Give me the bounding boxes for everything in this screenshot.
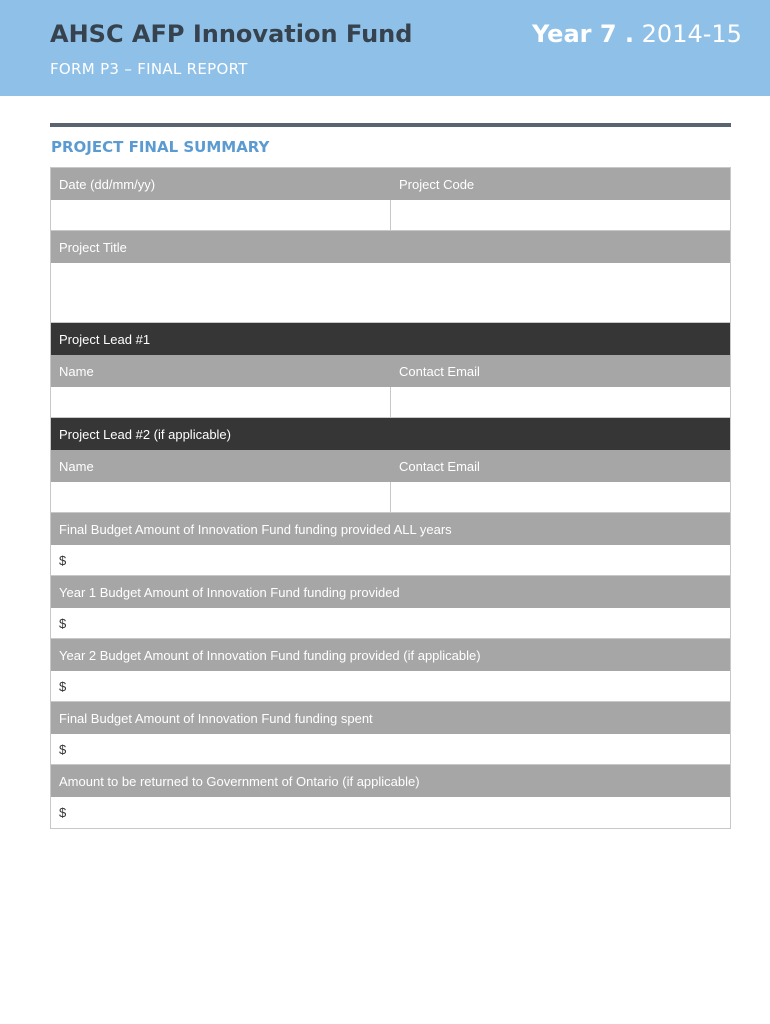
form-title: AHSC AFP Innovation Fund: [50, 20, 413, 48]
year1-input-row: [51, 608, 730, 639]
lead1-name-input[interactable]: [51, 387, 391, 418]
lead2-email-label: Contact Email: [391, 450, 730, 482]
spent-input[interactable]: $: [51, 734, 730, 765]
year-label: [532, 20, 742, 48]
project-title-header-row: [51, 231, 730, 263]
returned-input[interactable]: $: [51, 797, 730, 828]
section-title: PROJECT FINAL SUMMARY: [51, 138, 270, 156]
lead2-heading-row: [51, 418, 730, 450]
year1-budget-label: Year 1 Budget Amount of Innovation Fund funding provided: [51, 576, 730, 608]
lead1-heading: Project Lead #1: [51, 323, 730, 355]
year2-input-row: [51, 671, 730, 702]
lead2-header-row: [51, 450, 730, 482]
spent-header-row: [51, 702, 730, 734]
project-code-input[interactable]: [391, 200, 730, 231]
lead2-input-row: [51, 482, 730, 513]
year1-budget-input[interactable]: $: [51, 608, 730, 639]
lead2-email-input[interactable]: [391, 482, 730, 513]
lead2-name-input[interactable]: [51, 482, 391, 513]
year-number: Year 7 .: [532, 20, 635, 48]
lead1-email-input[interactable]: [391, 387, 730, 418]
project-title-input[interactable]: [51, 263, 730, 323]
returned-header-row: [51, 765, 730, 797]
year2-budget-label: Year 2 Budget Amount of Innovation Fund funding provided (if applicable): [51, 639, 730, 671]
date-code-header-row: [51, 168, 730, 200]
returned-input-row: [51, 797, 730, 828]
header-banner: [0, 0, 770, 96]
budget-all-input-row: [51, 545, 730, 576]
year2-header-row: [51, 639, 730, 671]
project-title-input-row: [51, 263, 730, 323]
lead2-name-label: Name: [51, 450, 391, 482]
returned-label: Amount to be returned to Government of Ontario (if applicable): [51, 765, 730, 797]
budget-all-label: Final Budget Amount of Innovation Fund funding provided ALL years: [51, 513, 730, 545]
final-summary-form: [50, 167, 731, 829]
project-title-label: Project Title: [51, 231, 730, 263]
date-code-input-row: [51, 200, 730, 231]
lead2-heading: Project Lead #2 (if applicable): [51, 418, 730, 450]
budget-all-input[interactable]: $: [51, 545, 730, 576]
date-input[interactable]: [51, 200, 391, 231]
year1-header-row: [51, 576, 730, 608]
lead1-header-row: [51, 355, 730, 387]
budget-all-header-row: [51, 513, 730, 545]
year-range: 2014-15: [641, 20, 742, 48]
section-divider: [50, 123, 731, 127]
form-subtitle: FORM P3 – FINAL REPORT: [50, 60, 248, 78]
spent-label: Final Budget Amount of Innovation Fund funding spent: [51, 702, 730, 734]
year2-budget-input[interactable]: $: [51, 671, 730, 702]
lead1-email-label: Contact Email: [391, 355, 730, 387]
lead1-name-label: Name: [51, 355, 391, 387]
spent-input-row: [51, 734, 730, 765]
project-code-label: Project Code: [391, 168, 730, 200]
lead1-heading-row: [51, 323, 730, 355]
date-label: Date (dd/mm/yy): [51, 168, 391, 200]
lead1-input-row: [51, 387, 730, 418]
